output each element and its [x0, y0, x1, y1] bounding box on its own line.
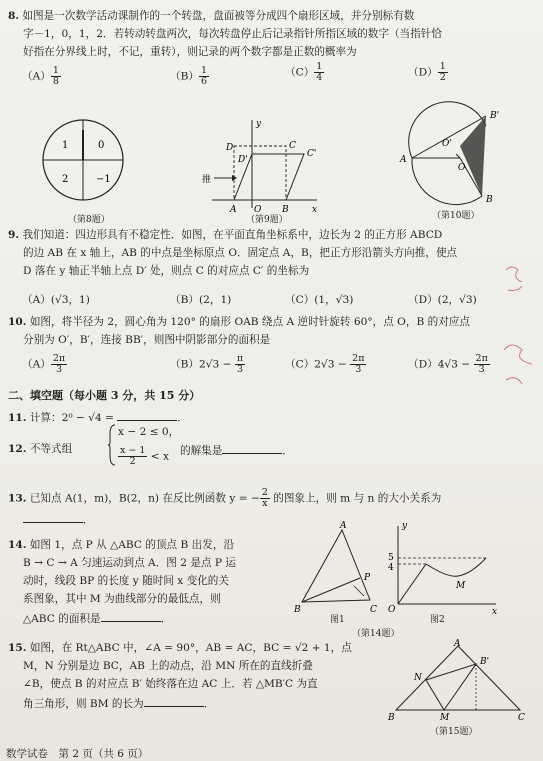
q14-fig1-triangle — [292, 520, 382, 615]
q14-caption: （第14题） — [352, 629, 400, 639]
q11-answer-blank[interactable] — [117, 410, 177, 421]
q9-option-b: （B）(2，1) — [170, 294, 232, 306]
fig9-label-x: x — [312, 205, 318, 215]
page-footer: 数学试卷 第 2 页（共 6 页） — [6, 748, 149, 760]
q10-option-a: （A） $\frac{2\pi}{3}$ — [22, 353, 66, 375]
q14-fig1-label-A: A — [340, 521, 347, 531]
q8-line1-text: 如图是一次数学活动课制作的一个转盘，盘面被等分成四个扇形区域，并分别标有数 — [22, 10, 415, 22]
q9-option-a: （A）(√3，1) — [22, 294, 90, 306]
fig9-label-C-prime: C' — [307, 149, 317, 159]
q9-line2: 的边 AB 在 x 轴上，AB 的中点是坐标原点 O．固定点 A，B，把正方形沿箭头方向推，使点 — [23, 247, 458, 259]
q9-line3: D 落在 y 轴正半轴上点 D′ 处，则点 C 的对应点 C′ 的坐标为 — [23, 265, 310, 277]
q15-fig-label-N: N — [414, 673, 422, 683]
q14-fig2-label-O: O — [388, 605, 396, 615]
fig9-push-label: 推 — [202, 175, 212, 185]
q12-inequality-2: $\frac{x - 1}{2}$ < x — [120, 445, 169, 467]
q15-line3: ∠B，使点 B 的对应点 B′ 始终落在边 AC 上．若 △MB′C 为直 — [23, 678, 318, 690]
q14-fig1-caption: 图1 — [330, 615, 345, 625]
q14-answer-blank[interactable] — [101, 611, 161, 622]
q14-line5: △ABC 的面积是 ． — [23, 613, 172, 625]
fig10-label-A: A — [400, 155, 407, 165]
q8-option-a: （A） $\frac{1}{8}$ — [22, 65, 59, 87]
spinner-label-1: 1 — [62, 140, 69, 151]
q14-fig2-label-x: x — [492, 607, 498, 617]
q8-option-d: （D） $\frac{1}{2}$ — [408, 61, 446, 83]
q15-answer-blank[interactable] — [144, 696, 204, 707]
q15-fig-label-M: M — [440, 713, 450, 723]
q12-inequality-1: x − 2 ≤ 0， — [118, 426, 180, 438]
q13-line2: ． — [23, 512, 94, 527]
q14-fig1-label-C: C — [370, 605, 377, 615]
q10-option-b: （B）2√3 − $\frac{\pi}{3}$ — [170, 353, 244, 375]
spinner-label-0: 0 — [98, 140, 105, 151]
fig9-parallelogram — [202, 118, 322, 218]
q14-fig2-label-M: M — [456, 581, 466, 591]
q9-number: 9. — [8, 229, 20, 241]
fig9-caption: （第9题） — [246, 215, 288, 225]
q15-triangle-figure — [388, 640, 528, 722]
q15-fig-label-A: A — [454, 639, 461, 649]
q15-fig-label-C: C — [518, 713, 525, 723]
q14-fig2-caption: 图2 — [430, 615, 445, 625]
fig9-label-y: y — [256, 119, 262, 129]
q14-line2: B → C → A 匀速运动到点 A．图 2 是点 P 运 — [23, 557, 237, 569]
handwritten-notes — [500, 260, 540, 400]
fig10-sector — [400, 106, 510, 216]
q8-option-c: （C） $\frac{1}{4}$ — [285, 61, 323, 83]
q15-line4: 角三角形，则 BM 的长为 ． — [23, 698, 215, 710]
q12-answer-blank[interactable] — [222, 443, 282, 454]
fig9-label-B: B — [282, 205, 289, 215]
q8-line3: 好指在分界线上时，不记，重转），则记录的两个数字都是正数的概率为 — [23, 46, 357, 58]
q10-option-d: （D）4√3 − $\frac{2\pi}{3}$ — [408, 353, 488, 375]
q14-fig2-graph — [386, 520, 501, 615]
q10-option-c: （C）2√3 − $\frac{2\pi}{3}$ — [285, 353, 365, 375]
q15-fig-label-B-prime: B' — [480, 657, 490, 667]
q12-suffix: 的解集是 ． — [180, 445, 293, 457]
q13-line1: 13. 已知点 A(1，m)，B(2，n) 在反比例函数 y = − $\frac{2}{x}$ 的图象上，则 m 与 n 的大小关系为 — [8, 487, 442, 509]
q12: 12. 不等式组 — [8, 443, 73, 455]
q9-line1: 9. 我们知道：四边形具有不稳定性．如图，在平面直角坐标系中，边长为 2 的正方形 ABCD — [8, 229, 443, 241]
q14-fig1-label-P: P — [364, 573, 371, 583]
q10-line2: 分别为 O′，B′，连接 BB′，则图中阴影部分的面积是 — [23, 334, 271, 346]
q15-line2: M，N 分别是边 BC，AB 上的动点，沿 MN 所在的直线折叠 — [23, 660, 313, 672]
q9-option-c: （C）(1，√3) — [285, 294, 354, 306]
fig9-label-D: D — [226, 143, 234, 153]
q8-line1 — [8, 10, 414, 23]
q11: 11. 计算：2⁰ − √4 = ． — [8, 412, 188, 424]
q8-number: 8. — [8, 10, 20, 22]
fig9-label-D-prime: D' — [238, 155, 248, 165]
q8-option-b: （B） $\frac{1}{6}$ — [170, 65, 208, 87]
q8-line2: 字－1，0，1，2．若转动转盘两次，每次转盘停止后记录指针所指区域的数字（当指针恰 — [23, 28, 442, 40]
fig10-label-O-prime: O' — [442, 139, 452, 149]
fig10-label-B-prime: B' — [490, 111, 500, 121]
fig10-label-O: O — [458, 163, 466, 173]
q14-line1: 14. 如图 1，点 P 从 △ABC 的顶点 B 出发，沿 — [8, 539, 235, 551]
q9-option-d: （D）(2，√3) — [408, 294, 477, 306]
q14-fig1-label-B: B — [294, 605, 301, 615]
fig9-label-O: O — [254, 205, 262, 215]
q14-fig2-tick-4: 4 — [388, 563, 394, 573]
q12-brace — [108, 424, 116, 466]
q15-caption: （第15题） — [430, 727, 478, 737]
fig9-label-C: C — [289, 141, 296, 151]
spinner-figure — [38, 110, 138, 220]
q15-line1: 15. 如图，在 Rt△ABC 中，∠A = 90°，AB = AC，BC = √2 + 1，点 — [8, 642, 352, 654]
q13-answer-blank[interactable] — [23, 512, 83, 523]
q15-fig-label-B: B — [388, 713, 395, 723]
q14-line3: 动时，线段 BP 的长度 y 随时间 x 变化的关 — [23, 575, 229, 587]
q10-number: 10. — [8, 316, 27, 328]
spinner-label-neg1: −1 — [96, 174, 111, 185]
spinner-label-2: 2 — [62, 174, 69, 185]
q14-fig2-tick-5: 5 — [388, 553, 394, 563]
fig9-label-A: A — [230, 205, 237, 215]
q14-line4: 系图象，其中 M 为曲线部分的最低点，则 — [23, 593, 221, 605]
q10-line1: 10. 如图，将半径为 2，圆心角为 120° 的扇形 OAB 绕点 A 逆时针旋转 60°，点 O，B 的对应点 — [8, 316, 470, 328]
q14-fig2-label-y: y — [402, 521, 408, 531]
fig10-label-B: B — [486, 195, 493, 205]
fig10-caption: （第10题） — [432, 211, 480, 221]
fig8-caption: （第8题） — [68, 215, 110, 225]
section-fill-in-heading: 二、填空题（每小题 3 分，共 15 分） — [8, 389, 201, 402]
